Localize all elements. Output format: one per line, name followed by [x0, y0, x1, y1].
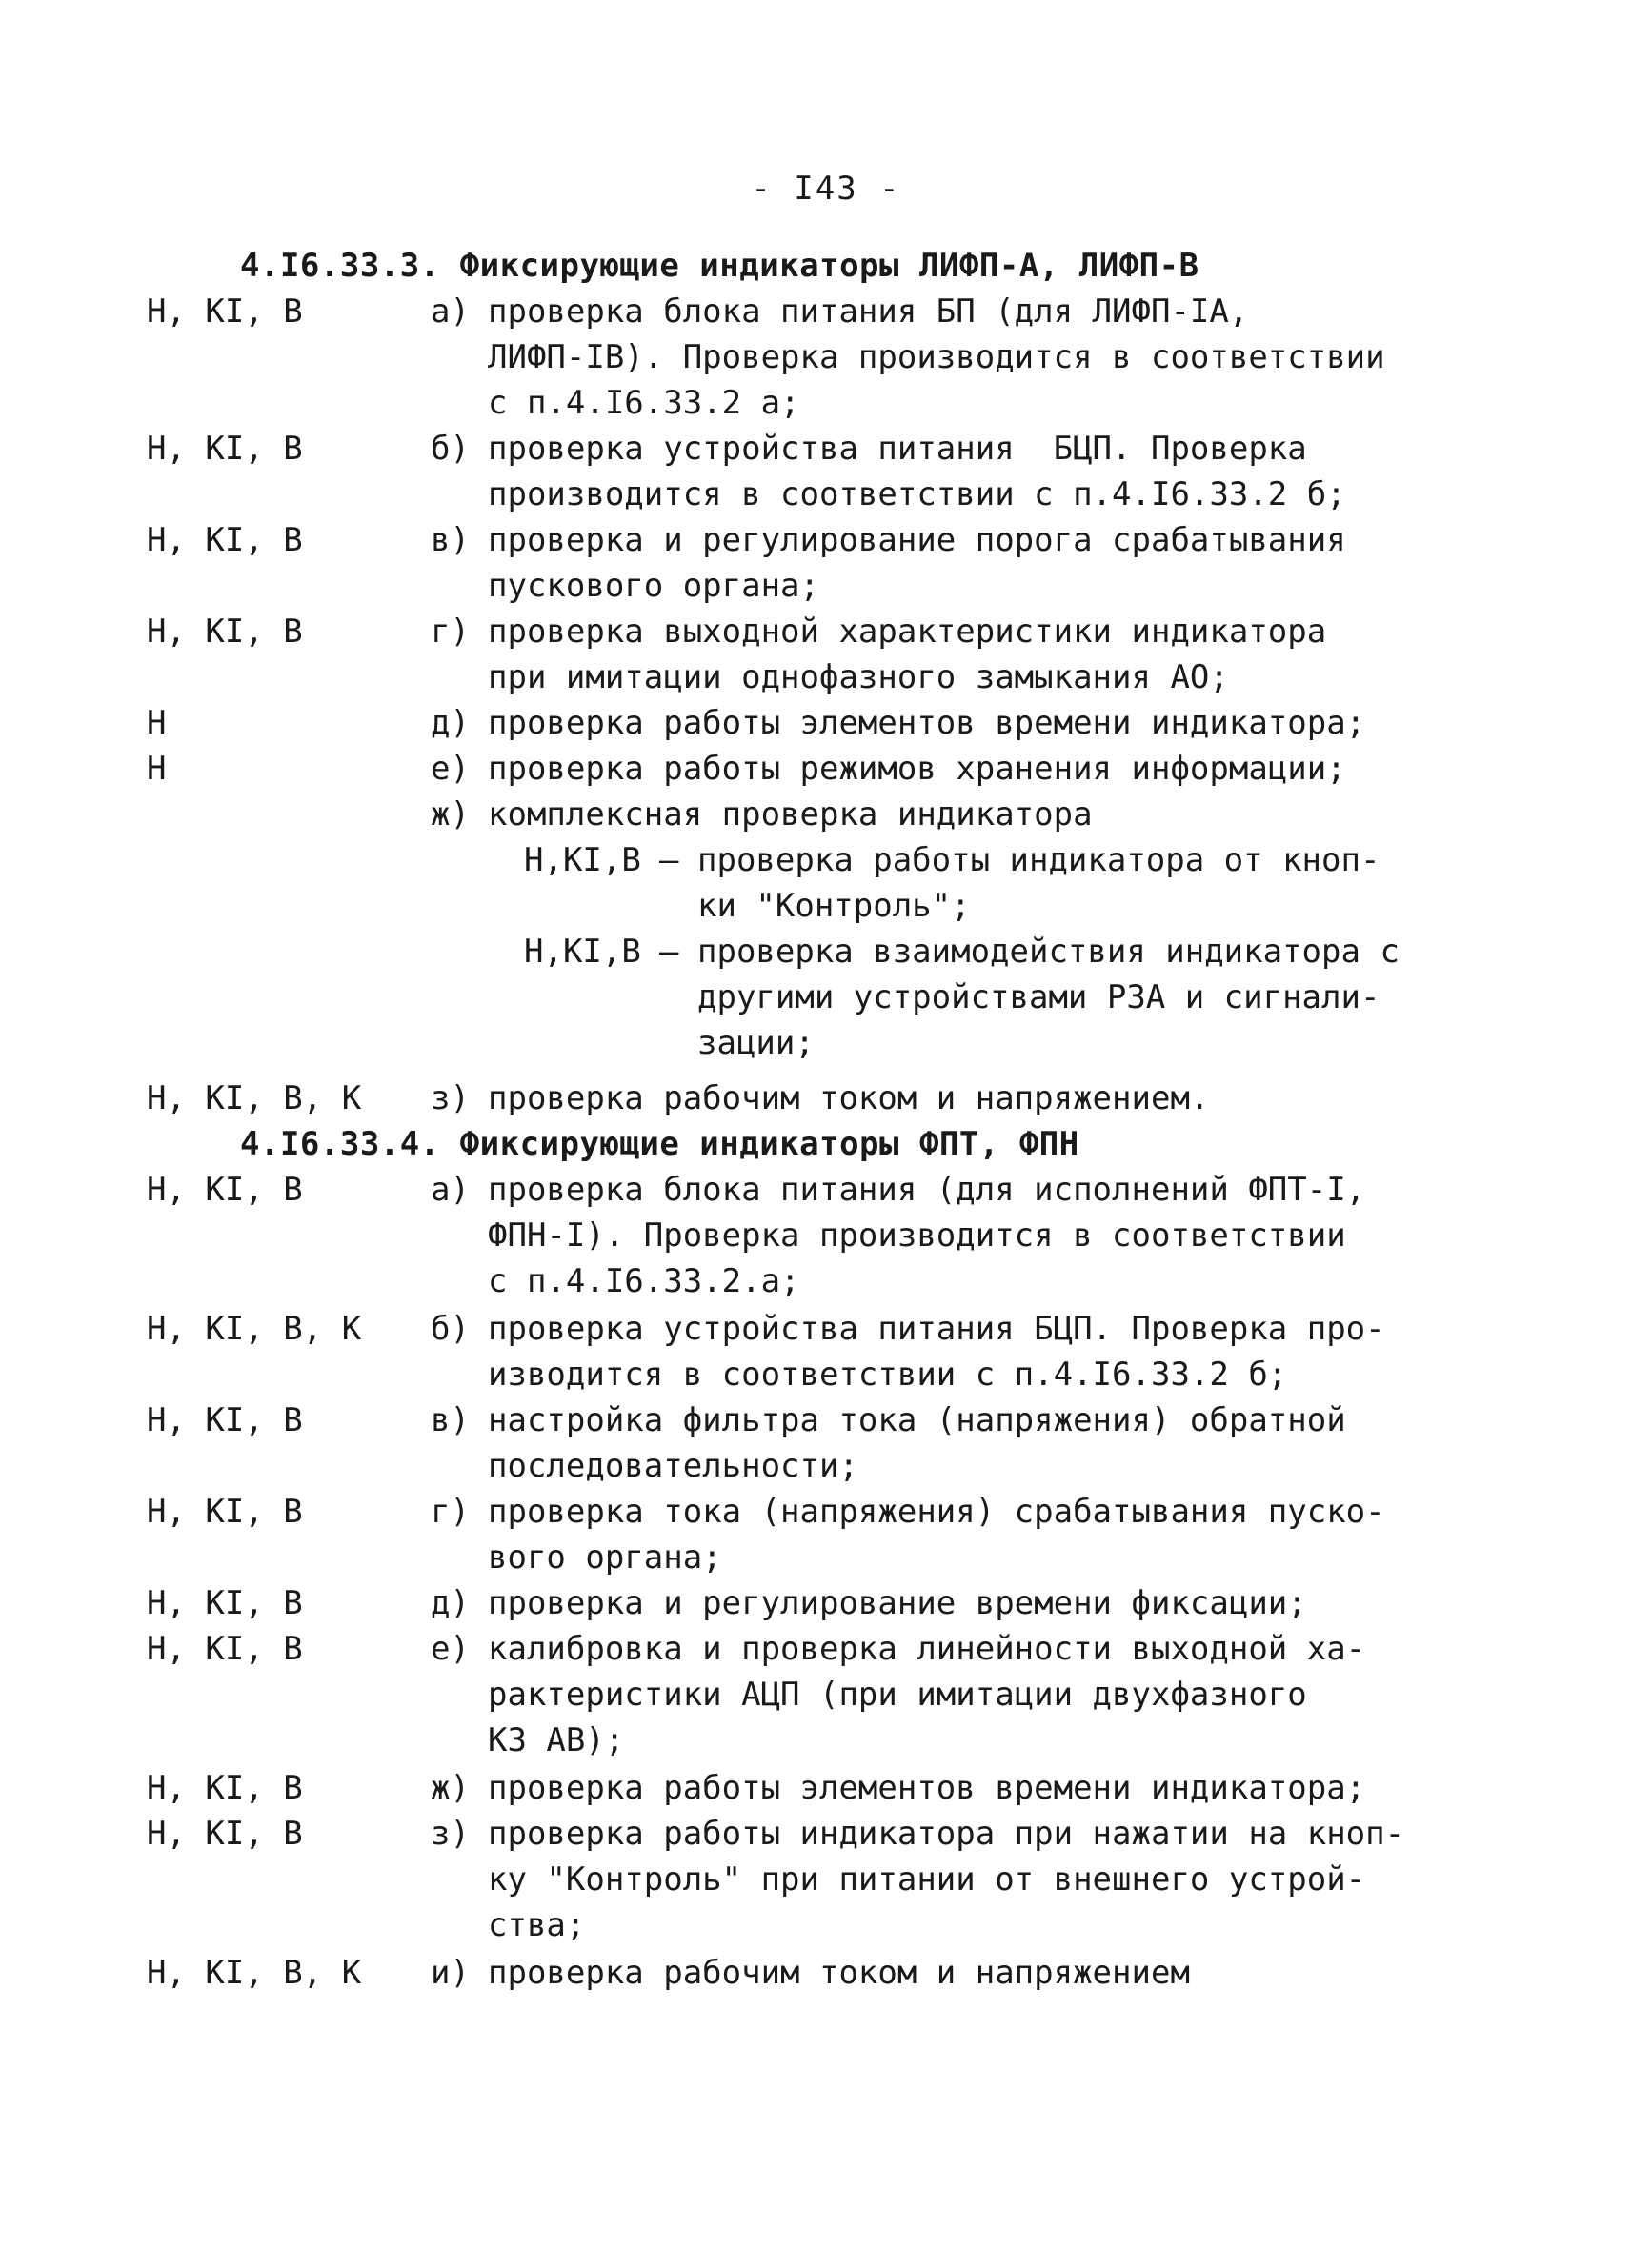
item-label: ж) [431, 1769, 470, 1807]
item-text: производится в соответствии с п.4.I6.33.2 б; [488, 475, 1346, 513]
item-text: ФПН-I). Проверка производится в соответствии [488, 1216, 1346, 1255]
item-code: Н [147, 704, 167, 742]
item-text: проверка тока (напряжения) срабатывания пуско- [488, 1493, 1385, 1531]
item-text: рактеристики АЦП (при имитации двухфазного [488, 1676, 1307, 1714]
item-text: проверка блока питания (для исполнений ФПТ-I, [488, 1171, 1366, 1209]
item-text: проверка устройства питания БЦП. Проверка [488, 430, 1307, 468]
item-text: изводится в соответствии с п.4.I6.33.2 б; [488, 1356, 1288, 1394]
item-text: КЗ АВ); [488, 1721, 625, 1759]
item-label: а) [431, 292, 470, 331]
item-text: с п.4.I6.33.2 а; [488, 384, 800, 422]
item-text: калибровка и проверка линейности выходной ха- [488, 1630, 1366, 1668]
item-label: ж) [431, 795, 470, 834]
subitem-code: Н,КI,В [524, 841, 641, 879]
item-label: г) [431, 613, 470, 651]
subitem-text: зации; [697, 1024, 815, 1062]
page-number: - I43 - [751, 170, 901, 208]
item-label: е) [431, 750, 470, 788]
section-heading: 4.I6.33.4. Фиксирующие индикаторы ФПТ, ФПН [240, 1125, 1079, 1163]
item-label: в) [431, 521, 470, 559]
item-text: настройка фильтра тока (напряжения) обратной [488, 1401, 1346, 1439]
subitem-text: ки "Контроль"; [697, 887, 971, 925]
item-text: проверка рабочим током и напряжением. [488, 1079, 1210, 1117]
item-text: проверка и регулирование порога срабатывания [488, 521, 1346, 559]
item-code: Н, КI, В, К [147, 1079, 362, 1117]
item-code: Н [147, 750, 167, 788]
item-code: Н, КI, В [147, 613, 303, 651]
item-code: Н, КI, В [147, 1493, 303, 1531]
subitem-dash: – [659, 841, 679, 879]
item-text: пускового органа; [488, 567, 819, 605]
item-label: б) [431, 1310, 470, 1348]
item-code: Н, КI, В [147, 1630, 303, 1668]
item-text: проверка устройства питания БЦП. Проверка про- [488, 1310, 1385, 1348]
item-text: проверка блока питания БП (для ЛИФП-IА, [488, 292, 1249, 331]
item-label: з) [431, 1079, 470, 1117]
item-code: Н, КI, В [147, 1584, 303, 1622]
item-code: Н, КI, В [147, 1171, 303, 1209]
subitem-code: Н,КI,В [524, 933, 641, 971]
item-text: проверка работы элементов времени индикатора; [488, 704, 1366, 742]
item-text: ЛИФП-IВ). Проверка производится в соответствии [488, 338, 1385, 376]
item-label: б) [431, 430, 470, 468]
subitem-text: проверка взаимодействия индикатора с [697, 933, 1400, 971]
item-code: Н, КI, В, К [147, 1310, 362, 1348]
item-text: проверка работы режимов хранения информации; [488, 750, 1346, 788]
item-text: проверка рабочим током и напряжением [488, 1954, 1190, 1992]
item-text: последовательности; [488, 1447, 858, 1485]
section-heading: 4.I6.33.3. Фиксирующие индикаторы ЛИФП-А, ЛИФП-В [240, 247, 1199, 285]
item-label: и) [431, 1954, 470, 1992]
item-code: Н, КI, В, К [147, 1954, 362, 1992]
subitem-text: другими устройствами РЗА и сигнали- [697, 978, 1380, 1016]
item-code: Н, КI, В [147, 292, 303, 331]
item-code: Н, КI, В [147, 430, 303, 468]
item-text: вого органа; [488, 1538, 722, 1577]
item-label: е) [431, 1630, 470, 1668]
item-code: Н, КI, В [147, 1815, 303, 1853]
subitem-text: проверка работы индикатора от кноп- [697, 841, 1380, 879]
subitem-dash: – [659, 933, 679, 971]
item-code: Н, КI, В [147, 1401, 303, 1439]
item-label: в) [431, 1401, 470, 1439]
item-label: д) [431, 1584, 470, 1622]
item-text: при имитации однофазного замыкания АО; [488, 658, 1229, 696]
item-label: д) [431, 704, 470, 742]
item-text: комплексная проверка индикатора [488, 795, 1093, 834]
item-text: ства; [488, 1906, 586, 1944]
item-label: г) [431, 1493, 470, 1531]
item-text: проверка выходной характеристики индикатора [488, 613, 1327, 651]
item-text: проверка и регулирование времени фиксации; [488, 1584, 1307, 1622]
item-label: з) [431, 1815, 470, 1853]
item-text: с п.4.I6.33.2.а; [488, 1262, 800, 1300]
item-text: ку "Контроль" при питании от внешнего устрой- [488, 1860, 1366, 1899]
item-label: а) [431, 1171, 470, 1209]
item-code: Н, КI, В [147, 521, 303, 559]
item-text: проверка работы элементов времени индикатора; [488, 1769, 1366, 1807]
item-text: проверка работы индикатора при нажатии на кноп- [488, 1815, 1405, 1853]
item-code: Н, КI, В [147, 1769, 303, 1807]
